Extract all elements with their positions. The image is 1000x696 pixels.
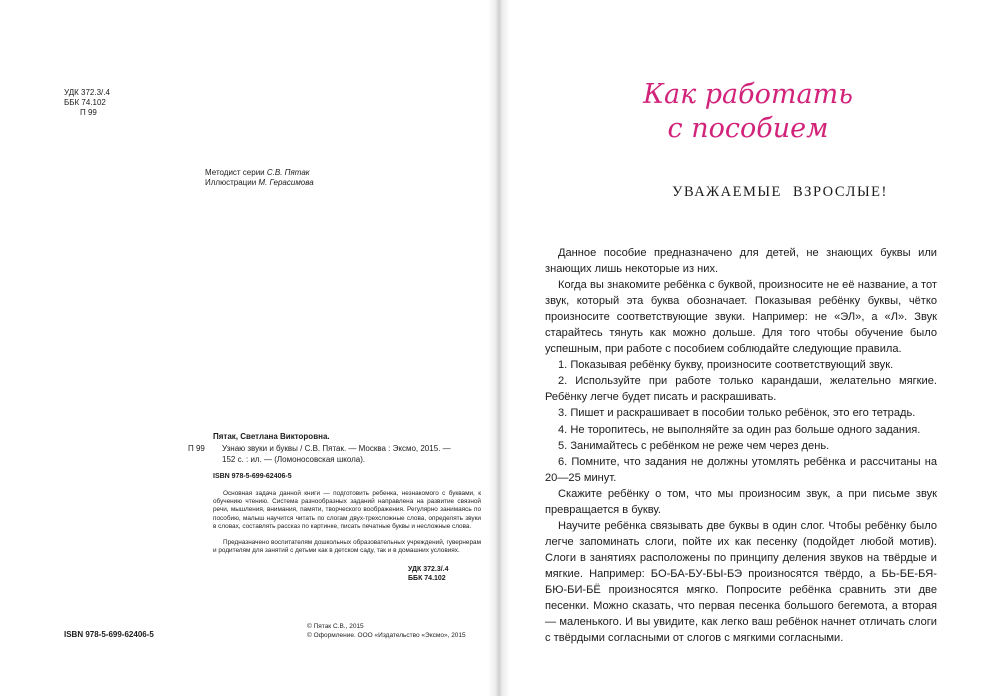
- catalog-bib-line: Узнаю звуки и буквы / С.В. Пятак. — Москва : Эксмо, 2015. —: [222, 444, 451, 453]
- chapter-title-line: Как работать: [643, 79, 853, 110]
- card-udk: УДК 372.3/.4: [408, 566, 449, 573]
- rule-item: 5. Занимайтесь с ребёнком не реже чем через день.: [558, 439, 830, 452]
- body-paragraph: Научите ребёнка связывать две буквы в один слог. Чтобы ребёнку было легче запоминать слоги, пойте их как песенку (подойдет любой мотив). Слоги в занятиях расположены по принципу деления звуков на твёрдые и мягкие. Например: БО-БА-БУ-БЫ-БЭ произносятся твёрдо, а БЬ-БЕ-БЯ-БЮ-БИ-БЁ произносятся мягко. Попросите ребёнка сравнить эти две песенки. Можно сказать, что первая песенка большого бегемота, а вторая — маленького. И вы увидите, как легко ваш ребёнок начнет отличать слоги с твёрдыми согласными от слогов с мягкими согласными.: [545, 519, 937, 645]
- annotation-paragraph: Основная задача данной книги — подготовить ребенка, незнакомого с буквами, к обучению чтению. Система разнообразных заданий направлена на развитие связной речи, мышления, внимания, памяти, творческого воображения. Регулярно занимаясь по пособию, малыш научится читать по слогам двух-трехсложные слова, определять звуки в словах, составлять рассказ по картинке, писать печатные буквы и несложные слова.: [213, 490, 481, 530]
- salutation-heading: УВАЖАЕМЫЕ ВЗРОСЛЫЕ!: [672, 184, 888, 200]
- bbk-code: ББК 74.102: [64, 98, 106, 107]
- credit-name: М. Герасимова: [258, 178, 314, 187]
- rule-item: 6. Помните, что задания не должны утомлять ребёнка и рассчитаны на 20—25 минут.: [545, 455, 937, 484]
- book-gutter: [488, 0, 510, 696]
- body-paragraph: Данное пособие предназначено для детей, не знающих буквы или знающих лишь некоторые из них.: [545, 247, 937, 276]
- catalog-author: Пятак, Светлана Викторовна.: [213, 432, 330, 441]
- rule-item: 3. Пишет и раскрашивает в пособии только ребёнок, это его тетрадь.: [558, 407, 916, 420]
- udk-code: УДК 372.3/.4: [64, 88, 110, 97]
- rule-item: 4. Не торопитесь, не выполняйте за один раз больше одного задания.: [558, 423, 921, 436]
- credit-name: С.В. Пятак: [266, 168, 310, 177]
- methodist-credit: [205, 168, 310, 178]
- annotation-paragraph: Предназначено воспитателям дошкольных образовательных учреждений, гувернерам и родителям для занятий с детьми как в детском саду, так и в домашних условиях.: [213, 539, 481, 555]
- chapter-title: [628, 78, 868, 146]
- isbn-bottom: ISBN 978-5-699-62406-5: [64, 630, 154, 639]
- catalog-isbn: ISBN 978-5-699-62406-5: [213, 473, 292, 480]
- body-paragraph: Когда вы знакомите ребёнка с буквой, произносите не её название, а тот звук, который эта буква обозначает. Показывая ребёнку буквы, чётко произносите соответствующие звуки. Например: не «ЭЛ», а «Л». Звук старайтесь тянуть как можно дольше. Для того чтобы обучение было успешным, при работе с пособием соблюдайте следующие правила.: [545, 279, 937, 356]
- rule-item: 1. Показывая ребёнку букву, произносите соответствующий звук.: [558, 359, 894, 372]
- author-mark: П 99: [80, 108, 97, 117]
- catalog-code: П 99: [188, 444, 205, 453]
- copyright-author: © Пятак С.В., 2015: [307, 623, 364, 630]
- rule-item: 2. Используйте при работе только карандаши, желательно мягкие. Ребёнку легче будет писать и раскрашивать.: [545, 375, 937, 404]
- credit-role: Методист серии: [205, 168, 265, 177]
- chapter-title-line: с пособием: [667, 113, 829, 144]
- credit-role: Иллюстрации: [205, 178, 257, 187]
- copyright-publisher: © Оформление. ООО «Издательство «Эксмо», 2015: [307, 632, 466, 639]
- catalog-bib-line: 152 с. : ил. — (Ломоносовская школа).: [222, 455, 366, 464]
- left-page-imprint: [0, 0, 488, 696]
- body-paragraph: Скажите ребёнку о том, что мы произносим звук, а при письме звук превращается в букву.: [545, 487, 937, 516]
- instructions-body: [545, 245, 937, 646]
- card-bbk: ББК 74.102: [408, 575, 446, 582]
- illustrator-credit: [205, 178, 314, 188]
- right-page-instructions: [510, 0, 1000, 696]
